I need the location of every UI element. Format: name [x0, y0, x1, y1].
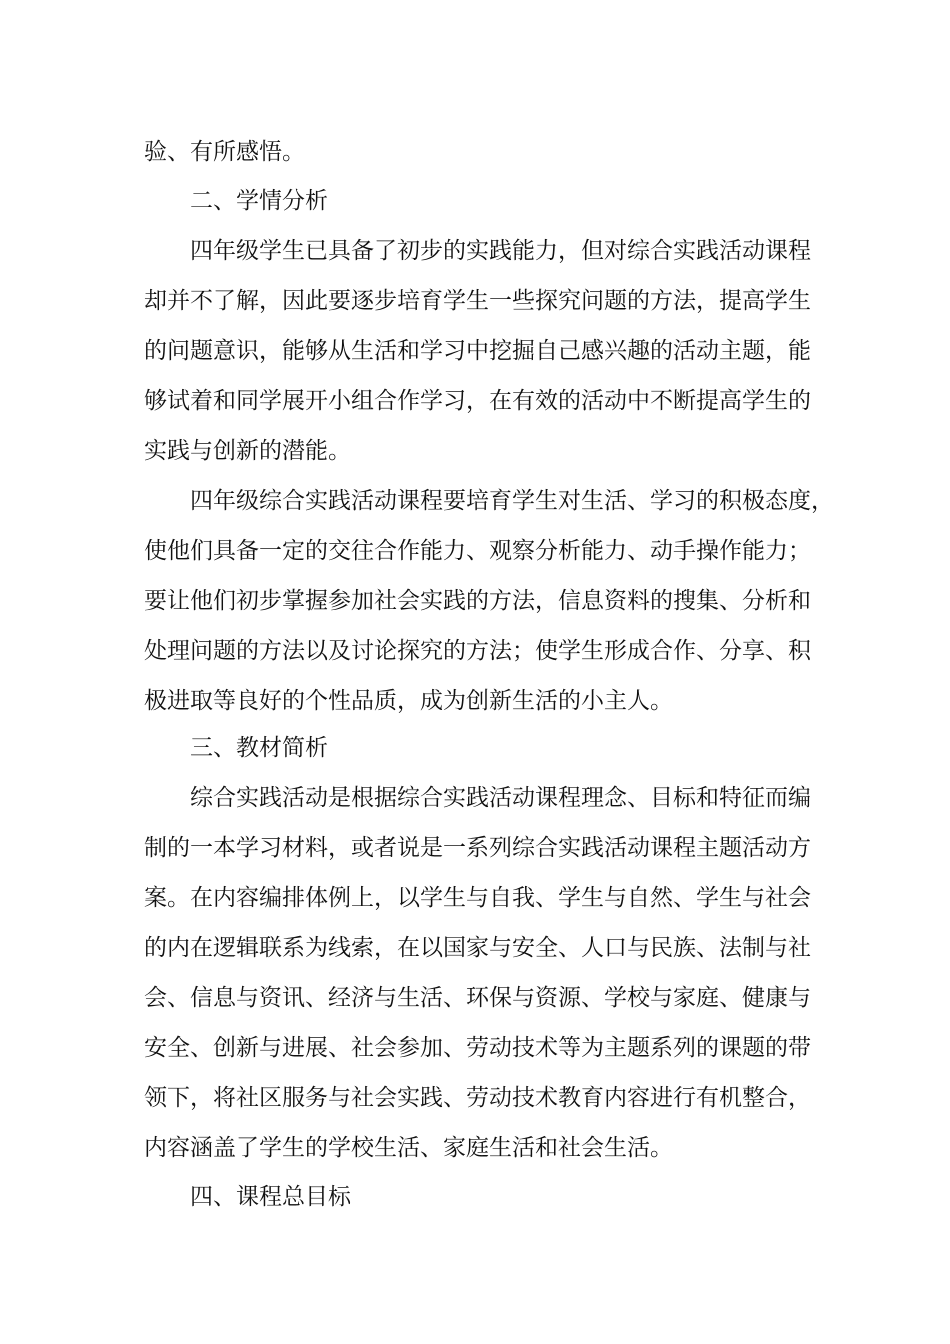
text-line: 制的一本学习材料，或者说是一系列综合实践活动课程主题活动方 — [144, 835, 811, 861]
text-line: 实践与创新的潜能。 — [144, 438, 351, 464]
section-heading-learning-analysis: 二、学情分析 — [190, 188, 328, 214]
text-line: 综合实践活动是根据综合实践活动课程理念、目标和特征而编 — [190, 785, 811, 811]
text-line: 会、信息与资讯、经济与生活、环保与资源、学校与家庭、健康与 — [144, 985, 811, 1011]
section-heading-textbook-analysis: 三、教材简析 — [190, 735, 328, 761]
text-line: 案。在内容编排体例上，以学生与自我、学生与自然、学生与社会 — [144, 885, 811, 911]
text-line: 安全、创新与进展、社会参加、劳动技术等为主题系列的课题的带 — [144, 1035, 811, 1061]
text-line: 却并不了解，因此要逐步培育学生一些探究问题的方法，提高学生 — [144, 288, 811, 314]
text-line: 处理问题的方法以及讨论探究的方法；使学生形成合作、分享、积 — [144, 638, 811, 664]
text-line: 领下，将社区服务与社会实践、劳动技术教育内容进行有机整合， — [144, 1085, 811, 1111]
text-line: 验、有所感悟。 — [144, 139, 305, 165]
text-line: 四年级综合实践活动课程要培育学生对生活、学习的积极态度， — [190, 488, 834, 514]
text-line: 要让他们初步掌握参加社会实践的方法，信息资料的搜集、分析和 — [144, 588, 811, 614]
text-line: 四年级学生已具备了初步的实践能力，但对综合实践活动课程 — [190, 238, 811, 264]
text-line: 使他们具备一定的交往合作能力、观察分析能力、动手操作能力； — [144, 538, 811, 564]
text-line: 的内在逻辑联系为线索，在以国家与安全、人口与民族、法制与社 — [144, 935, 811, 961]
section-heading-course-goals: 四、课程总目标 — [190, 1184, 351, 1210]
text-line: 够试着和同学展开小组合作学习，在有效的活动中不断提高学生的 — [144, 388, 811, 414]
text-line: 的问题意识，能够从生活和学习中挖掘自己感兴趣的活动主题，能 — [144, 338, 811, 364]
text-line: 内容涵盖了学生的学校生活、家庭生活和社会生活。 — [144, 1135, 673, 1161]
text-line: 极进取等良好的个性品质，成为创新生活的小主人。 — [144, 688, 673, 714]
